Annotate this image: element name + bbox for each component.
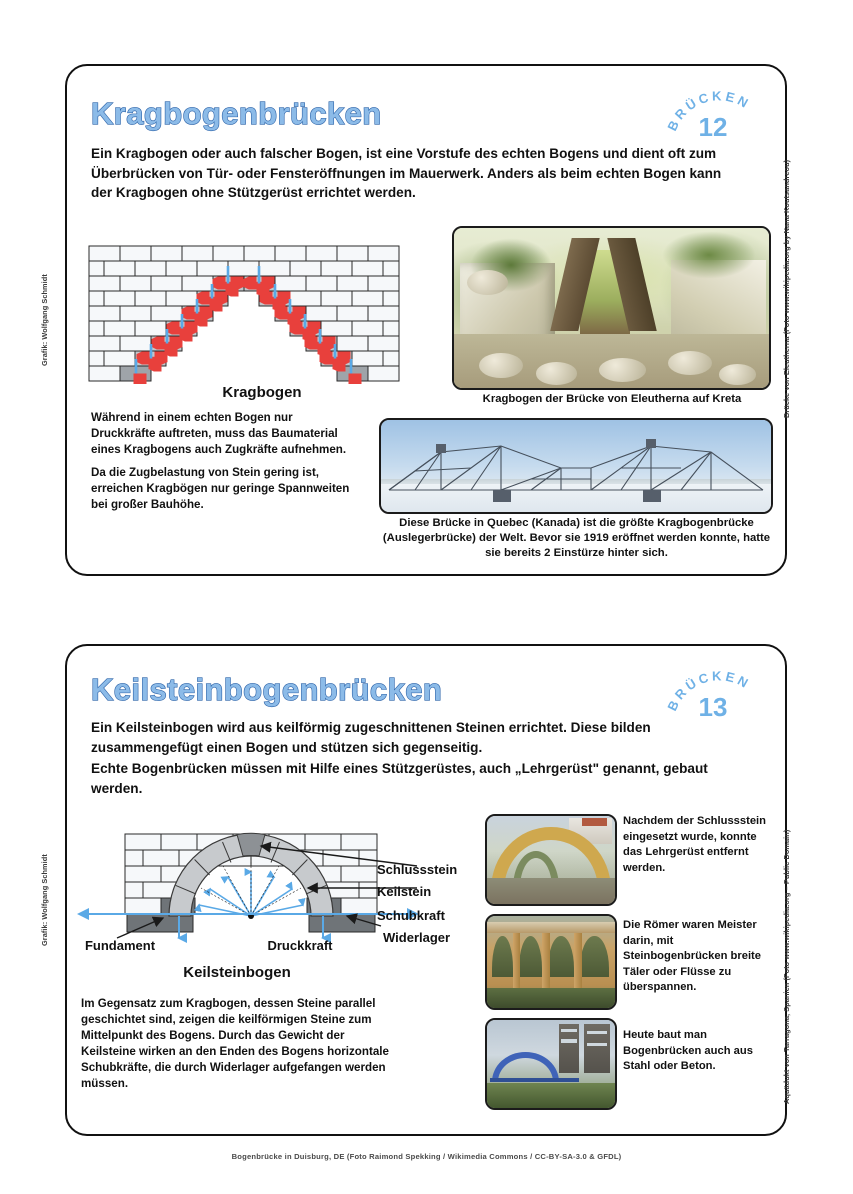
callout-schubkraft: Schubkraft — [377, 908, 445, 923]
credit-grafik-left-13: Grafik: Wolfgang Schmidt — [40, 854, 49, 946]
note-schlussstein: Nachdem der Schlussstein eingesetzt wurde, konnte das Lehrgerüst entfernt werden. — [623, 815, 767, 874]
card-keilsteinbogenbruecken — [40, 644, 787, 1136]
note-stahl-beton: Heute baut man Bogenbrücken auch aus Stahl oder Beton. — [623, 1029, 753, 1072]
callout-druckkraft: Druckkraft — [267, 938, 333, 953]
card-13-lead — [91, 718, 751, 800]
photo-lehrgeruest-arch — [485, 814, 617, 906]
callout-keilstein: Keilstein — [377, 884, 432, 899]
card-12-lead-text: Ein Kragbogen oder auch falscher Bogen, ist eine Vorstufe des echten Bogens und dient oft zum Überbrücken von Tür- oder Fensteröffnungen im Mauerwerk. Anders als beim echten Bogen kann der Kragbogen ohne Stützgerüst errichtet werden. — [91, 146, 722, 200]
keilsteinbogen-diagram-label: Keilsteinbogen — [183, 964, 291, 981]
card-12-body-p1: Während in einem echten Bogen nur Druckkräfte auftreten, muss das Baumaterial eines Kragbogens auch Zugkräfte aufnehmen. — [91, 411, 347, 456]
photo-aqueduct-tarragona — [485, 914, 617, 1010]
callout-fundament: Fundament — [84, 938, 156, 953]
card-13-body — [81, 996, 401, 1099]
card-13-lead-p1: Ein Keilsteinbogen wird aus keilförmig zugeschnittenen Steinen errichtet. Diese bilden zusammengefügt einen Bogen und stützen sich gegenseitig. — [91, 720, 651, 755]
callout-widerlager: Widerlager — [383, 930, 451, 945]
card-13-title: Keilsteinbogenbrücken — [91, 672, 443, 707]
card-12-lead — [91, 144, 741, 205]
credit-eleutherna-right: Brücke von Eleutherna (Foto www.wikipedia.org by Nana Koutsandreou) — [782, 159, 791, 418]
photo-quebec-bridge — [379, 418, 773, 514]
card-12-body-p2: Da die Zugbelastung von Stein gering ist, erreichen Kragbögen nur geringe Spannweiten bei großer Bauhöhe. — [91, 466, 350, 511]
card-12-body — [91, 410, 359, 520]
photo-duisburg-steel-bridge — [485, 1018, 617, 1110]
svg-text:BRÜCKEN: BRÜCKEN — [664, 88, 754, 134]
card-12-badge-number: 12 — [698, 112, 728, 142]
credit-tarragona-right: Aquädukt von Tarragona, Spanien (Foto www.wikipedia.org – Public Domain) — [782, 829, 791, 1104]
card-13-lead-p2: Echte Bogenbrücken müssen mit Hilfe eines Stützgerüstes, auch „Lehrgerüst" genannt, gebaut werden. — [91, 761, 708, 796]
card-kragbogenbruecken — [40, 64, 787, 576]
note-roemer: Die Römer waren Meister darin, mit Steinbogenbrücken breite Täler oder Flüsse zu überspannen. — [623, 919, 762, 993]
kragbogen-diagram-label: Kragbogen — [222, 384, 302, 401]
card-12-title: Kragbogenbrücken — [91, 96, 382, 131]
photo-eleutherna-corbel-arch — [452, 226, 771, 390]
svg-text:BRÜCKEN: BRÜCKEN — [664, 668, 754, 714]
caption-eleutherna: Kragbogen der Brücke von Eleutherna auf Kreta — [482, 393, 742, 405]
page-footer-credit: Bogenbrücke in Duisburg, DE (Foto Raimond Spekking / Wikimedia Commons / CC-BY-SA-3.0 & GFDL) — [231, 1152, 622, 1161]
credit-grafik-left-12: Grafik: Wolfgang Schmidt — [40, 274, 49, 366]
caption-quebec: Diese Brücke in Quebec (Kanada) ist die größte Kragbogenbrücke (Auslegerbrücke) der Welt. Bevor sie 1919 eröffnet werden konnte, hatte sie bereits 2 Einstürze hinter sich. — [382, 517, 771, 559]
card-13-badge-number: 13 — [698, 692, 728, 722]
callout-schlussstein: Schlussstein — [377, 862, 458, 877]
card-13-body-p1: Im Gegensatz zum Kragbogen, dessen Steine parallel geschichtet sind, zeigen die keilförmigen Steine zum Mittelpunkt des Bogens. Durch das Gewicht der Keilsteine wirken an den Enden des Bogens horizontale Schubkräfte, die durch Widerlager aufgefangen werden müssen. — [81, 997, 389, 1090]
kragbogen-diagram — [83, 242, 405, 384]
